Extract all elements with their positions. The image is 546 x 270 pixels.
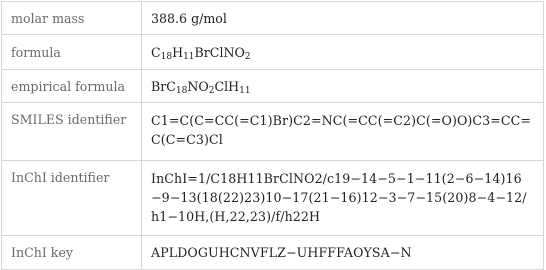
row-label-molar-mass: molar mass [2,2,142,35]
row-value-molar-mass [142,2,544,35]
table-row-smiles [2,103,544,161]
row-label-inchi: InChI identifier [2,161,142,236]
empirical-subscript: 2 [208,85,215,96]
formula-subscript: 11 [183,51,195,62]
row-label-inchi-key: InChI key [2,236,142,270]
empirical-part: N [187,78,199,94]
table-row-inchi-key [2,236,544,270]
empirical-part: C [166,78,176,94]
properties-table [1,1,544,270]
empirical-part: H [228,78,240,94]
row-label-empirical-formula: empirical formula [2,70,142,103]
table-row-inchi [2,161,544,236]
row-value-inchi: InChI=1/C18H11BrClNO2/c19−14−5−1−11(2−6−14)16−9−13(18(22)23)10−17(21−16)12−3−7−15(20)8−4−12/h1−10H,(H,22,23)/f/h22H [142,161,544,236]
formula-subscript: 18 [160,51,173,62]
molar-mass-number: 388.6 [151,10,188,26]
table-row-molar-mass [2,2,544,35]
formula-part: C [151,44,161,60]
formula-part: H [172,44,184,60]
empirical-part: Br [151,78,167,94]
empirical-part: Cl [214,78,229,94]
empirical-subscript: 18 [175,85,188,96]
table-row-formula [2,35,544,70]
row-label-formula: formula [2,35,142,70]
row-label-smiles: SMILES identifier [2,103,142,161]
row-value-smiles: C1=C(C=CC(=C1)Br)C2=NC(=CC(=C2)C(=O)O)C3=CC=C(C=C3)Cl [142,103,544,161]
table-row-empirical-formula [2,70,544,103]
molar-mass-unit: g/mol [187,10,227,26]
formula-part: BrClNO [194,44,245,60]
empirical-subscript: 11 [239,85,251,96]
formula-subscript: 2 [244,51,251,62]
empirical-part: O [198,78,209,94]
row-value-inchi-key: APLDOGUHCNVFLZ−UHFFFAOYSA−N [142,236,544,270]
row-value-empirical-formula [142,70,544,103]
row-value-formula [142,35,544,70]
